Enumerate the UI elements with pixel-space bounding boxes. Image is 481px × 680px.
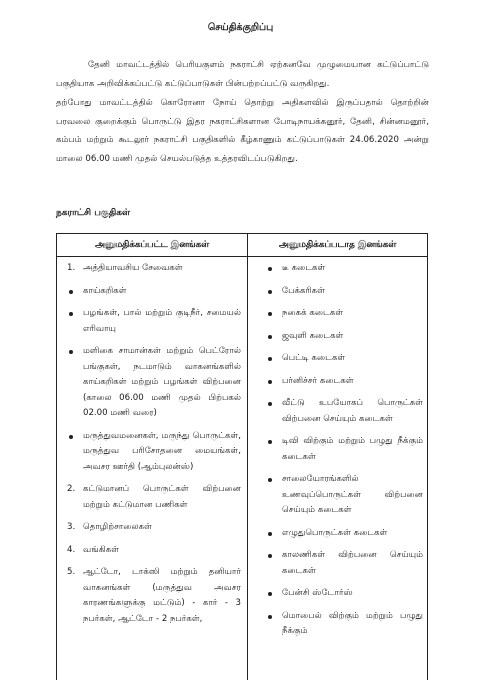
bullet-icon — [268, 440, 272, 444]
prohibited-item-text: டிவி விற்கும் மற்றும் பழுது நீக்கும் கடைகள் — [282, 436, 423, 462]
prohibited-item-text: நகைக் கடைகள் — [282, 308, 344, 318]
prohibited-item — [266, 261, 423, 277]
bullet-icon — [268, 380, 272, 384]
prohibited-item — [266, 306, 423, 322]
bullet-icon — [268, 592, 272, 596]
bullet-icon — [268, 290, 272, 294]
prohibited-item-text: பேன்சி ஸ்டோர்ஸ் — [282, 588, 353, 598]
bullet-icon — [268, 478, 272, 482]
prohibited-item-text: காலணிகள் விற்பனை செய்யும் கடைகள் — [282, 550, 423, 576]
prohibited-item — [266, 586, 423, 602]
intro-paragraph: தேனி மாவட்டத்தில் பெரியகுளம் நகராட்சி ஏற்கனவே முழுமையான கட்டுப்பாட்டு பகுதியாக அறிவிக்கப்பட்டு கட்டுப்பாடுகள் பின்பற்றப்பட்டு வருகிறது. — [56, 60, 429, 89]
prohibited-item — [266, 548, 423, 579]
bullet-icon — [268, 267, 272, 271]
permitted-item — [67, 565, 241, 627]
bullet-icon — [268, 357, 272, 361]
permitted-header: அனுமதிக்கப்பட்ட இனங்கள் — [57, 234, 247, 257]
permitted-item — [67, 344, 241, 422]
prohibited-list — [248, 257, 427, 640]
prohibited-item-text: சாலையோரங்களில் உணவுப்பொருட்கள் விற்பனை செய்யும் கடைகள் — [282, 474, 423, 515]
bullet-icon — [268, 312, 272, 316]
prohibited-item-text: பெட்டி கடைகள் — [282, 353, 346, 363]
permitted-item — [67, 429, 241, 476]
prohibited-item — [266, 329, 423, 345]
prohibited-item — [266, 434, 423, 465]
document-title: செய்திக்குறிப்பு — [207, 22, 274, 33]
prohibited-item-text: மொபைல் விற்கும் மற்றும் பழுது நீக்கும் — [282, 610, 423, 636]
bullet-icon — [268, 615, 272, 619]
prohibited-item — [266, 374, 423, 390]
bullet-icon — [268, 402, 272, 406]
permitted-item-text: பழங்கள், பால் மற்றும் குடிநீர், சமையல் எரிவாயு — [83, 308, 241, 334]
permitted-item-text: மருத்துவமனைகள், மருந்து பொருட்கள், மருத்துவ பரிசோதனை மையங்கள், அவசர ஊர்தி (ஆம்புலன்ஸ்) — [83, 430, 241, 472]
permitted-column — [57, 234, 248, 680]
bullet-icon — [268, 335, 272, 339]
restrictions-table — [56, 233, 428, 680]
prohibited-item-text: பேக்கரிகள் — [282, 285, 325, 296]
permitted-item — [67, 306, 241, 337]
permitted-item — [67, 543, 241, 559]
permitted-item — [67, 284, 241, 300]
item-number: 2. — [67, 484, 76, 494]
permitted-item-text: கட்டுமானப் பொருட்கள் விற்பனை மற்றும் கட்டுமான பணிகள் — [83, 484, 241, 510]
bullet-icon — [69, 290, 73, 294]
bullet-icon — [268, 532, 272, 536]
item-number: 3. — [67, 522, 76, 532]
prohibited-item-text: வீட்டு உபயோகப் பொருட்கள் விற்பனை செய்யும் கடைகள் — [282, 398, 423, 424]
bullet-icon — [69, 350, 73, 354]
prohibited-item — [266, 396, 423, 427]
permitted-item-text: மளிகை சாமான்கள் மற்றும் பெட்ரோல் பங்குகள், நடமாடும் வாகனங்களில் காய்கறிகள் மற்றும் பழங்கள் விற்பனை (காலை 06.00 மணி முதல் பிற்பகல் 02.00 மணி வரை) — [83, 346, 241, 418]
permitted-item-text: வங்கிகள் — [83, 544, 120, 555]
prohibited-item — [266, 351, 423, 367]
permitted-list — [57, 257, 247, 627]
permitted-item-text: தொழிற்சாலைகள் — [83, 522, 152, 532]
order-paragraph: தற்போது மாவட்டத்தில் கொரோனா நோய் தொற்று அதிகளவில் இருப்பதால் தொற்றின் பரவலை குறைக்கும் பொருட்டு இதர நகராட்சிகளான போடிநாயக்கனூர், தேனி, சின்னமனூர், கம்பம் மற்றும் கூடலூர் நகராட்சி பகுதிகளில் கீழ்காணும் கட்டுப்பாடுகள் 24.06.2020 அன்று மாலை 06.00 மணி முதல் செயல்படுத்த உத்தரவிடப்படுகிறது. — [56, 98, 429, 164]
item-number: 4. — [67, 544, 76, 555]
prohibited-item-text: எழுதுபொருட்கள் கடைகள் — [282, 527, 388, 538]
section-title: நகராட்சி பகுதிகள் — [56, 208, 131, 218]
permitted-item — [67, 261, 241, 277]
prohibited-item — [266, 284, 423, 300]
prohibited-item-text: ஜவுளி கடைகள் — [282, 330, 344, 341]
prohibited-item-text: டீ கடைகள் — [282, 263, 326, 273]
prohibited-item — [266, 472, 423, 519]
permitted-item-text: காய்கறிகள் — [83, 285, 127, 296]
prohibited-item-text: பர்னிச்சர் கடைகள் — [282, 375, 354, 386]
bullet-icon — [268, 554, 272, 558]
prohibited-column — [248, 234, 427, 680]
permitted-item-text: ஆட்டோ, டாக்ஸி மற்றும் தனியார் வாகனங்கள் (மருத்துவ அவசர காரணங்களுக்கு மட்டும்) - கார் - 3 நபர்கள், ஆட்டோ - 2 நபர்கள், — [83, 567, 241, 624]
prohibited-item — [266, 609, 423, 640]
bullet-icon — [69, 435, 73, 439]
permitted-item — [67, 520, 241, 536]
prohibited-item — [266, 526, 423, 542]
prohibited-header: அனுமதிக்கப்படாத இனங்கள் — [248, 234, 427, 257]
permitted-item-text: அத்தியாவசிய சேவைகள் — [83, 263, 183, 273]
item-number: 1. — [67, 263, 76, 273]
permitted-item — [67, 482, 241, 513]
item-number: 5. — [67, 567, 76, 577]
bullet-icon — [69, 312, 73, 316]
